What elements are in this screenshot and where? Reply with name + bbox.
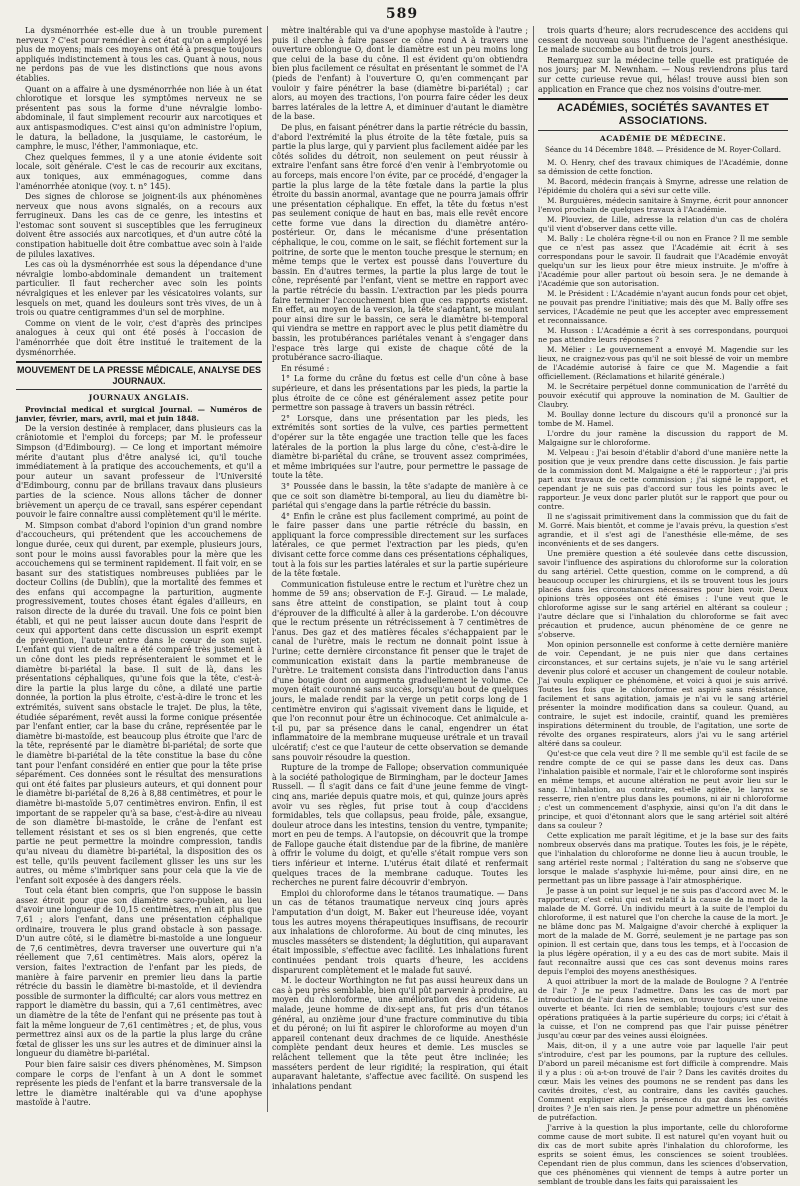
paragraph: M. Husson : L'Académie a écrit à ses correspondans, pourquoi ne pas attendre leurs réponses ? (538, 326, 788, 345)
paragraph: 1° La forme du crâne du fœtus est celle d'un cône à base supérieure, et dans les présentations par les pieds, la partie la plus étroite de ce cône est généralement assez petite pour permettre son passage à travers un bassin rétréci. (272, 374, 528, 413)
paragraph: M. Velpeau : J'ai besoin d'établir d'abord d'une manière nette la position que je veux prendre dans cette discussion. Je fais partie de la commission dont M. Malgaigne a été le rapporteur ; j'ai pris part aux travaux de cette commission ; j'ai signé le rapport, et cependant je ne suis pas d'accord sur tous les points avec le rapporteur. Je veux donc parler plutôt sur le rapport que pour ou contre. (538, 448, 788, 512)
paragraph: Les cas où la dysménorrhée est sous la dépendance d'une névralgie lombo-abdominale demandent un traitement particulier. Il faut rechercher avec soin les points névralgiques et les enlever par les vésicatoires volants, sur lesquels on met, quand les douleurs sont très vives, de un à trois ou quatre centigrammes d'un sel de morphine. (16, 260, 262, 318)
column-3 (538, 26, 788, 1186)
paragraph: De la version destinée à remplacer, dans plusieurs cas la crâniotomie et l'emploi du forceps; par M. le professeur Simpson (d'Edimbourg). — Ce long et important mémoire mérite d'autant plus d'être analysé ici, qu'il touche immédiatement à la pratique des accouchements, et qu'il a pour auteur un savant professeur de l'Université d'Edimbourg, connu par de brillans travaux dans plusieurs parties de la science. Nous allons tâcher de donner brièvement un aperçu de ce travail, sans espérer cependant pouvoir le faire connaître aussi complètement qu'il le mérite. (16, 423, 262, 520)
paragraph: M. Bally : Le choléra règne-t-il ou non en France ? Il me semble que ce n'est pas assez que l'Académie ait écrit à ses correspondans pour le savoir. Il faudrait que l'Académie envoyât quelqu'un sur les lieux pour être mieux instruite. Je m'offre à l'Académie pour aller partout où besoin sera. Je ne demande à l'Académie que son autorisation. (538, 234, 788, 289)
journal-reference: Provincial medical et surgical Journal. — Numéros de janvier, février, mars, avril, mai et juin 1848. (16, 404, 262, 423)
paragraph: mètre inaltérable qui va d'une apophyse mastoïde à l'autre ; puis il cherche à faire passer ce cône rond A à travers une ouverture oblongue O, dont le diamètre est un peu moins long que celui de la base du cône. Il est évident qu'on obtiendra bien plus facilement ce résultat en présentant le sommet de l'A (pieds de l'enfant) à l'ouverture O, qu'en commençant par vouloir y faire pénétrer la base (diamètre bi-pariétal) ; car alors, au moyen des tractions, l'on pourra faire céder les deux barres latérales de la lettre A, et diminuer d'autant le diamètre de la base. (272, 26, 528, 122)
paragraph: 2° Lorsque, dans une présentation par les pieds, les extrémités sont sorties de la vulve, ces parties permettent d'opérer sur la tête engagée une traction telle que les faces latérales de la portion la plus large du cône, c'est-à-dire le diamètre bi-pariétal du crâne, se trouvent assez comprimées, et même imbriquées sur l'autre, pour permettre le passage de toute la tête. (272, 413, 528, 481)
paragraph: 4° Enfin le crâne est plus facilement comprimé, au point de le faire passer dans une partie rétrécie du bassin, en appliquant la force compressible directement sur les surfaces latérales, ce que permet l'extraction par les pieds, qu'en divisant cette force comme dans ces présentations céphaliques, tout à la fois sur les parties latérales et sur la partie supérieure de la tête fœtale. (272, 511, 528, 579)
paragraph: M. Mélier : Le gouvernement a envoyé M. Magendie sur les lieux, ne craignez-vous pas qu'il ne soit blessé de voir un membre de l'Académie autorisé à faire ce que M. Magendie a fait officiellement. (Réclamations et hilarité générale.) (538, 345, 788, 382)
paragraph: trois quarts d'heure; alors recrudescence des accidens qui cessent de nouveau sous l'influence de l'agent anesthésique. Le malade succombe au bout de trois jours. (538, 26, 788, 55)
paragraph: Je passe à un point sur lequel je ne suis pas d'accord avec M. le rapporteur, c'est celui qui est relatif à la cause de la mort de la malade de M. Gorré. Un individu meurt à la suite de l'emploi du chloroforme, il est naturel que l'on cherche la cause de la mort. Je ne blâme donc pas M. Malgaigne d'avoir cherché à expliquer la mort de la malade de M. Gorré, seulement je ne partage pas son opinion. Il est certain que, dans tous les temps, et à l'occasion de la plus légère opération, il y a eu des cas de mort subite. Mais il faut reconnaître aussi que ces cas sont devenus moins rares depuis l'emploi des moyens anesthésiques. (538, 886, 788, 977)
paragraph: L'ordre du jour ramène la discussion du rapport de M. Malgaigne sur le chloroforme. (538, 429, 788, 448)
column-1 (16, 26, 262, 1112)
paragraph: Tout cela étant bien compris, que l'on suppose le bassin assez étroit pour que son diamètre sacro-pubien, au lieu d'avoir une longueur de 10,15 centimètres, n'en ait plus que 7,61 ; alors l'enfant, dans une présentation céphalique ordinaire, trouvera le plus grand obstacle à son passage. D'un autre côté, si le diamètre bi-mastoïde a une longueur de 7,6 centimètres, devra traverser une ouverture qui n'a réellement que 7,61 centimètres. Mais alors, opérez la version, faites l'extraction de l'enfant par les pieds, de manière à faire parvenir en premier lieu dans la partie rétrécie du bassin le diamètre bi-mastoïde, et il deviendra possible de surmonter la difficulté; car alors vous mettrez en rapport le diamètre du bassin, qui a 7,61 centimètres, avec un diamètre de la tête de l'enfant qui ne présente pas tout à fait la même longueur de 7,61 centimètres ; et, de plus, vous permettrez ainsi aux os de la partie la plus large du crâne fœtal de glisser les uns sur les autres et de diminuer ainsi la longueur du diamètre bi-pariétal. (16, 886, 262, 1059)
paragraph: Communication fistuleuse entre le rectum et l'urètre chez un homme de 59 ans; observation de F.-J. Giraud. — Le malade, sans être atteint de constipation, se plaint tout à coup d'éprouver de la difficulté à aller à la garderobe. L'on découvre que le rectum présente un rétrécissement à 7 centimètres de l'anus. Des gaz et des matières fécales s'échappaient par le canal de l'urètre, mais le rectum ne donnait point issue à l'urine; cette dernière circonstance fit penser que le trajet de communication existait dans la partie membraneuse de l'urètre. Le traitement consista dans l'introduction dans l'anus d'une bougie dont on augmenta graduellement le volume. Ce moyen était couronné sans succès, lorsqu'au bout de quelques jours, le malade rendit par la verge un petit corps long de 1 centimètre environ qui s'agissait vivement dans le liquide, et que l'on reconnut pour être un échinocoque. Cet animalcule a-t-il pu, par sa présence dans le canal, engendrer un état inflammatoire de la membrane muqueuse urétrale et un travail ulcératif; c'est ce que l'auteur de cette observation se demande sans pouvoir résoudre la question. (272, 579, 528, 762)
section-divider-thin (16, 389, 262, 390)
paragraph: M. Simpson combat d'abord l'opinion d'un grand nombre d'accoucheurs, qui prétendent que les accouchemens de longue durée, ceux qui durent, par exemple, plusieurs jours, sont pour le moins aussi favorables pour la mère que les accouchemens qui se terminent rapidement. Il fait voir, en se basant sur des statistiques nombreuses publiées par le docteur Collins (de Dublin), que la mortalité des femmes et des enfans qui accompagne la parturition, augmente progressivement, toutes choses étant égales d'ailleurs, en raison directe de la durée du travail. Une fois ce point bien établi, et qui ne peut laisser aucun doute dans l'esprit de ceux qui apportent dans cette discussion un esprit exempt de prévention, l'auteur entre dans le cœur de son sujet. L'enfant qui vient de naître a été comparé très justement à un cône dont les pieds représenteraient le sommet et le diamètre bi-pariétal la base. Il suit de là, dans les présentations céphaliques, qu'une fois que la tête, c'est-à-dire la partie la plus large du cône, a dilaté une partie donnée, la portion la plus étroite, c'est-à-dire le tronc et les extrémités, suivent sans obstacle le trajet. De plus, la tête, étudiée séparément, revêt aussi la forme conique présentée par l'enfant entier, car la base du crâne, représentée par le diamètre bi-mastoïde, est beaucoup plus étroite que l'arc de la tête, représenté par le diamètre bi-pariétal; de sorte que le diamètre bi-pariétal de la tête constitue la base du cône tant pour l'enfant considéré en entier que pour la tête prise séparément. Ces données sont le résultat des mensurations qui ont été faites par plusieurs auteurs, et qui donnent pour le diamètre bi-pariétal de 8,26 à 8,88 centimètres, et pour le diamètre bi-mastoïde 5,07 centimètres environ. Enfin, il est important de se rappeler qu'à sa base, c'est-à-dire au niveau de son diamètre bi-mastoïde, le crâne de l'enfant est tellement résistant et ses os si bien engrenés, que cette partie ne peut permettre la moindre compression, tandis qu'au niveau du diamètre bi-pariétal, la disposition des os est telle, qu'ils peuvent facilement glisser les uns sur les autres, ou même s'imbriquer sans pour cela que la vie de l'enfant soit exposée à des dangers réels. (16, 520, 262, 885)
paragraph: M. Bacord, médecin français à Smyrne, adresse une relation de l'épidémie du choléra qui a sévi sur cette ville. (538, 177, 788, 196)
column-rule-right (533, 26, 534, 1112)
section-title-revue: MOUVEMENT DE LA PRESSE MÉDICALE, ANALYSE DES JOURNAUX. (16, 365, 262, 387)
paragraph: Il ne s'agissait primitivement dans la commission que du fait de M. Gorré. Mais bientôt, et comme je l'avais prévu, la question s'est agrandie, et il s'est agi de l'anesthésie elle-même, de ses inconvénients et de ses dangers. (538, 512, 788, 549)
paragraph: M. le docteur Worthington ne fut pas aussi heureux dans un cas à peu près semblable, bien qu'il pût parvenir à produire, au moyen du chloroforme, une amélioration des accidens. Le malade, jeune homme de dix-sept ans, fut pris d'un tétanos général, au onzième jour d'une fracture comminutive du tibia et du péroné; on lui fit aspirer le chloroforme au moyen d'un appareil contenant deux drachmes de ce liquide. Anesthésie complète pendant deux heures et demie. Les muscles se relâchent tellement que la tête peut être inclinée; les masséters perdent de leur rigidité; la respiration, qui était auparavant haletante, s'affectue avec facilité. On suspend les inhalations pendant (272, 976, 528, 1091)
paragraph: Emploi du chloroforme dans le tétanos traumatique. — Dans un cas de tétanos traumatique nerveux cinq jours après l'amputation d'un doigt, M. Baker eut l'heureuse idée, voyant tous les autres moyens thérapeutiques insuffisans, de recourir aux inhalations de chloroforme. Au bout de cinq minutes, les muscles masséters se distendent; la déglutition, qui auparavant était impossible, s'effectue avec facilité. Les inhalations furent continuées pendant trois quarts d'heure, les accidens disparurent complètement et le malade fut sauvé. (272, 888, 528, 975)
paragraph: J'arrive à la question la plus importante, celle du chloroforme comme cause de mort subite. Il est naturel qu'en voyant huit ou dix cas de mort subite après l'inhalation du chloroforme, les esprits se soient émus, les consciences se soient troublées. Cependant rien de plus commun, dans les sciences d'observation, que ces phénomènes qui viennent de temps à autre porter un semblant de trouble dans les faits qui paraissaient les (538, 1123, 788, 1186)
paragraph: M. Burguières, médecin sanitaire à Smyrne, écrit pour annoncer l'envoi prochain de quelques travaux à l'Académie. (538, 196, 788, 215)
paragraph: Cette explication me paraît légitime, et je la base sur des faits nombreux observés dans ma pratique. Toutes les fois, je le répète, que l'inhalation du chloroforme ne donne lieu à aucun trouble, le sang artériel reste normal ; l'altération du sang ne s'observe que lorsque le malade s'asphyxie lui-même, pour ainsi dire, en ne permettant pas un libre passage à l'air atmosphérique. (538, 831, 788, 886)
paragraph: M. Plouviez, de Lille, adresse la relation d'un cas de choléra qu'il vient d'observer dans cette ville. (538, 215, 788, 234)
newspaper-page (16, 0, 788, 1186)
session-line: Séance du 14 Décembre 1848. — Présidence de M. Royer-Collard. (545, 145, 781, 154)
section-divider (16, 361, 262, 363)
paragraph: Qu'est-ce que cela veut dire ? Il me semble qu'il est facile de se rendre compte de ce qui se passe dans les deux cas. Dans l'inhalation paisible et normale, l'air et le chloroforme sont inspirés en même temps, et aucune altération ne peut avoir lieu sur le sang. L'inhalation, au contraire, est-elle agitée, le larynx se resserre, rien n'entre plus dans les poumons, ni air ni chloroforme ; c'est un commencement d'asphyxie, ainsi qu'on l'a dit dans le principe, et quoi d'étonnant alors que le sang artériel soit altéré dans sa couleur ? (538, 749, 788, 831)
paragraph: Rupture de la trompe de Fallope; observation communiquée à la société pathologique de Birmingham, par le docteur James Russell. — Il s'agit dans ce fait d'une jeune femme de vingt-cinq ans, mariée depuis quatre mois, et qui, quinze jours après avoir vu ses règles, fut prise tout à coup d'accidens formidables, tels que collapsus, peau froide, pâle, exsangue, douleur atroce dans les intestins, tension du ventre, tympanite; mort en peu de temps. A l'autopsie, on découvrit que la trompe de Fallope gauche était distendue par de la fibrine, de manière à offrir le volume du doigt, et qu'elle s'était rompue vers son tiers inférieur et interne. L'utérus était dilaté et renfermait quelques traces de la membrane caduque. Toutes les recherches ne purent faire découvrir d'embryon. (272, 763, 528, 888)
paragraph: Une première question a été soulevée dans cette discussion, savoir l'influence des aspirations du chloroforme sur la coloration du sang artériel. Cette question, comme on le comprend, a dû beaucoup occuper les chirurgiens, et ils se trouvent tous les jours placés dans les circonstances nécessaires pour bien voir. Deux opinions très opposées ont été émises : l'une veut que le chloroforme agisse sur le sang artériel en altérant sa couleur ; l'autre déclare que si l'inhalation du chloroforme se fait avec précaution et prudence, aucun phénomène de ce genre ne s'observe. (538, 549, 788, 640)
paragraph: A quoi attribuer la mort de la malade de Boulogne ? A l'entrée de l'air ? Je ne peux l'admettre. Dans les cas de mort par introduction de l'air dans les veines, on trouve toujours une veine ouverte et béante. Ici rien de semblable; toujours c'est sur des opérations pratiquées à la partie supérieure du corps; ici c'était à la cuisse, et l'on ne comprend pas que l'air puisse pénétrer jusqu'au cœur par des veines aussi éloignées. (538, 977, 788, 1041)
paragraph: Chez quelques femmes, il y a une atonie évidente soit locale, soit générale. C'est le cas de recourir aux excitans, aux toniques, aux emménagogues, comme dans l'aménorrhée atonique (voy. t. n° 145). (16, 152, 262, 191)
paragraph: 3° Poussée dans le bassin, la tête s'adapte de manière à ce que ce soit son diamètre bi-temporal, au lieu du diamètre bi-pariétal qui s'engage dans la partie rétrécie du bassin. (272, 481, 528, 511)
paragraph: Quant on a affaire à une dysménorrhée non liée à un état chlorotique et lorsque les symptômes nerveux ne se présentent pas sous la forme d'une névralgie lombo-abdominale, il faut simplement recourir aux narcotiques et aux antispasmodiques. C'est ainsi qu'on administre l'opium, le datura, la belladone, la jusquiame, le castoréum, le camphre, le musc, l'éther, l'ammoniaque, etc. (16, 84, 262, 152)
academie-proceedings (538, 158, 788, 1186)
subhead-journaux-anglais: JOURNAUX ANGLAIS. (88, 393, 190, 403)
paragraph: Pour bien faire saisir ces divers phénomènes, M. Simpson compare le corps de l'enfant à un A dont le sommet représente les pieds de l'enfant et la barre transversale de la lettre le diamètre inaltérable qui va d'une apophyse mastoïde à l'autre. (16, 1059, 262, 1108)
section-title-academies: ACADÉMIES, SOCIÉTÉS SAVANTES ET ASSOCIATIONS. (556, 102, 770, 128)
paragraph: M. le Secrétaire perpétuel donne communication de l'arrêté du pouvoir exécutif qui approuve la nomination de M. Gaultier de Claubry. (538, 382, 788, 410)
paragraph: La dysménorrhée est-elle due à un trouble purement nerveux ? C'est pour remédier à cet état qu'on a employé les plus de moyens; mais ces moyens ont été à presque toujours appliqués indistinctement à tous les cas. Quant à nous, nous ne perdons pas de vue les distinctions que nous avons établies. (16, 26, 262, 83)
paragraph: Mais, dit-on, il y a une autre voie par laquelle l'air peut s'introduire, c'est par les poumons, par la rupture des cellules. D'abord un pareil mécanisme est fort difficile à comprendre. Mais il y a plus : où a-t-on trouvé de l'air ? Dans les cavités droites du cœur. Mais les veines des poumons ne se rendent pas dans les cavités droites, c'est, au contraire, dans les cavités gauches. Comment expliquer alors la présence du gaz dans les cavités droites ? Je n'en sais rien. Je pense pour admettre un phénomène de putréfaction. (538, 1041, 788, 1123)
paragraph: En résumé : (281, 363, 330, 373)
column-rule-left (267, 26, 268, 1112)
section-divider (538, 98, 788, 100)
paragraph: De plus, en faisant pénétrer dans la partie rétrécie du bassin, d'abord l'extrémité la plus étroite de la tête fœtale, puis sa partie la plus large, qui y parvient plus facilement aidée par les côtés solides du détroit, non seulement on peut réussir à extraire l'enfant sans être forcé d'en venir à l'embryotomie ou au forceps, mais encore l'on évite, par ce procédé, d'engager la partie la plus large de la tête fœtale dans la partie la plus étroite du bassin anormal, avantage que ne pourra jamais offrir une présentation céphalique. En effet, la tête du fœtus n'est pas seulement conique de haut en bas, mais elle revêt encore cette forme vue dans la direction du diamètre antéro-postérieur. Or, dans le mécanisme d'une présentation céphalique, le cou, comme on le sait, se fléchit fortement sur la poitrine, de sorte que le menton touche presque le sternum; en même temps que le vertex est poussé dans l'ouverture du bassin. En d'autres termes, la partie la plus large de tout le cône, représenté par l'enfant, vient se mettre en rapport avec la partie rétrécie du bassin. L'extraction par les pieds pourra faire terminer l'accouchement bien que ces rapports existent. En effet, au moyen de la version, la tête s'adaptant, se moulant pour ainsi dire sur le bassin, ce sera le diamètre bi-temporal qui viendra se mettre en rapport avec le plus petit diamètre du bassin, les protubérances pariétales venant à s'engager dans l'espace très large qui existe de chaque côté de la protubérance sacro-iliaque. (272, 122, 528, 363)
paragraph: Comme on vient de le voir, c'est d'après des principes analogues à ceux qui ont été posés à l'occasion de l'aménorrhée que doit être institué le traitement de la dysménorrhée. (16, 318, 262, 357)
paragraph: Remarquez sur la médecine telle quelle est pratiquée de nos jours; par M. Newnham. — Nous reviendrons plus tard sur cette curieuse revue qui, hélas! trouve aussi bien son application en France que chez nos voisins d'outre-mer. (538, 55, 788, 94)
paragraph: Des signes de chlorose se joignent-ils aux phénomènes nerveux que nous avons signalés, on a recours aux ferrugineux. Dans les cas de ce genre, les intestins et l'estomac sont souvent si susceptibles que les ferrugineux doivent être associés aux narcotiques, et d'un autre côté la constipation habituelle doit être combattue avec soin à l'aide de pilules laxatives. (16, 192, 262, 259)
section-divider-thin (538, 130, 788, 131)
paragraph: M. O. Henry, chef des travaux chimiques de l'Académie, donne sa démission de cette fonction. (538, 158, 788, 177)
paragraph: M. Boullay donne lecture du discours qu'il a prononcé sur la tombe de M. Hamel. (538, 410, 788, 429)
paragraph: Mon opinion personnelle est conforme à cette dernière manière de voir. Cependant, je ne puis nier que dans certaines circonstances, et sur certains sujets, je n'aie vu le sang artériel devenir plus coloré et accuser un changement de couleur notable. J'ai voulu expliquer ce phénomène, et voici à quoi je suis arrivé. Toutes les fois que le chloroforme est aspiré sans résistance, facilement et sans agitation, jamais je n'ai vu le sang artériel présenter la moindre modification dans sa couleur. Quand, au contraire, le sujet est indocile, craintif, quand les premières inspirations déterminent du trouble, de l'agitation, une sorte de révolte des organes respirateurs, alors j'ai vu le sang artériel altéré dans sa couleur. (538, 640, 788, 749)
paragraph: M. le Président : L'Académie n'ayant aucun fonds pour cet objet, ne pouvait pas prendre l'initiative; mais dès que M. Bally offre ses services, l'Académie ne peut que les accepter avec empressement et reconnaissance. (538, 289, 788, 326)
column-2 (272, 26, 528, 1112)
page-number: 589 (385, 6, 419, 22)
subhead-academie-medecine: ACADÉMIE DE MÉDECINE. (599, 134, 727, 144)
